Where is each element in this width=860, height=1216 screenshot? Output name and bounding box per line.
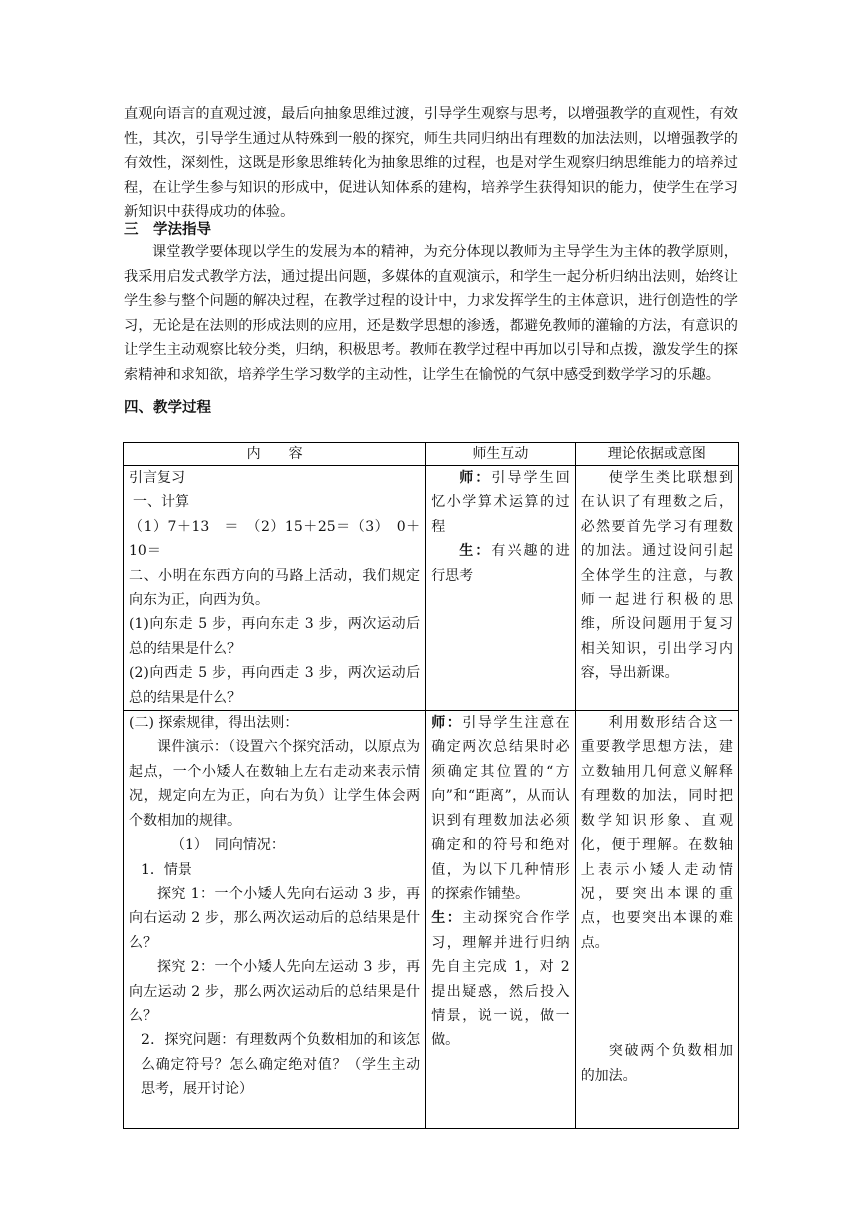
student-label: 生： (431, 910, 463, 927)
explore-rationale-2: 突破两个负数相加的加法。 (580, 1043, 733, 1084)
review-title: 引言复习 (129, 470, 185, 486)
header-rationale: 理论依据或意图 (575, 443, 738, 466)
explore-rationale-1: 利用数形结合这一重要教学思想方法，建立数轴用几何意义解释有理数的加法，同时把数学知识形象、直观化，便于理解。在数轴上表示小矮人走动情况，要突出本课的重点，也要突出本课的难点。 (580, 715, 733, 951)
teacher-label: 师： (459, 470, 492, 486)
same-direction-heading: （1） 同向情况： (171, 837, 285, 854)
review-interaction-cell (426, 466, 576, 711)
courseware-demo: 课件演示：（设置六个探究活动，以原点为起点，一个小矮人在数轴上左右走动来表示情况，规定向左为正，向右为负）让学生体会两个数相加的规律。 (129, 739, 421, 829)
explore-title: (二) 探索规律，得出法则： (129, 715, 299, 732)
header-content: 内 容 (124, 443, 426, 466)
walk-question-1: (1)向东走 5 步，再向东走 3 步，两次运动后总的结果是什么？ (129, 616, 421, 657)
inquiry-question: 2．探究问题：有理数两个负数相加的和该怎么确定符号？怎么确定绝对值？（学生主动思考，展开讨论） (141, 1032, 421, 1098)
study-method-paragraph: 课堂教学要体现以学生的发展为本的精神，为充分体现以教师为主导学生为主体的教学原则，我采用启发式教学方法，通过提出问题，多媒体的直观演示，和学生一起分析归纳出法则，始终让学生参与整个问题的解决过程，在教学过程的设计中，力求发挥学生的主体意识，进行创造性的学习，无论是在法则的形成法则的应用，还是数学思想的渗透，都避免教师的灌输的方法，有意识的让学生主动观察比较分类，归纳，积极思考。教师在教学过程中再加以引导和点拨，激发学生的探索精神和求知欲，培养学生学习数学的主动性，让学生在愉悦的气氛中感受到数学学习的乐趣。 (124, 244, 738, 383)
student-text: 有兴趣的进行思考 (431, 543, 570, 584)
explore-rationale-cell (575, 711, 738, 1129)
review-content-cell (124, 466, 426, 711)
teacher-text: 引导学生注意在确定两次总结果时必须确定其位置的“方向”和“距离”，从而认识到有理数加法必须确定和的符号和绝对值，为以下几种情形的探索作铺垫。 (431, 715, 570, 902)
explore-interaction-cell (426, 711, 576, 1129)
inquiry-2: 探究 2：一个小矮人先向左运动 3 步，再向左运动 2 步，那么两次运动后的总结果是什么？ (129, 959, 421, 1024)
student-label: 生： (459, 543, 492, 560)
walk-problem: 二、小明在东西方向的马路上活动，我们规定向东为正，向西为负。 (129, 567, 421, 609)
section-heading-study-method: 三 学法指导 (124, 222, 211, 238)
review-rationale: 使学生类比联想到在认识了有理数之后，必然要首先学习有理数的加法。通过设问引起全体学生的注意，与教师一起进行积极的思维，所设问题用于复习相关知识，引出学习内容，导出新课。 (580, 470, 733, 682)
teaching-process-table (123, 442, 739, 1129)
review-rationale-cell (575, 466, 738, 711)
header-interaction: 师生互动 (426, 443, 576, 466)
student-text: 主动探究合作学习，理解并进行归纳先自主完成 1，对 2 提出疑惑，然后投入情景，说一说，做一做。 (431, 910, 570, 1049)
intro-paragraph: 直观向语言的直观过渡，最后向抽象思维过渡，引导学生观察与思考，以增强教学的直观性，有效性，其次，引导学生通过从特殊到一般的探究，师生共同归纳出有理数的加法法则，以增强教学的有效性，深刻性，这既是形象思维转化为抽象思维的过程，也是对学生观察归纳思维能力的培养过程，在让学生参与知识的形成中，促进认知体系的建构，培养学生获得知识的能力，使学生在学习新知识中获得成功的体验。 (124, 106, 738, 221)
teacher-text: 引导学生回忆小学算术运算的过程 (431, 470, 570, 535)
calc-items: （1）7＋13 ＝ （2）15＋25＝（3） 0＋10＝ (129, 518, 421, 560)
inquiry-1: 探究 1：一个小矮人先向右运动 3 步，再向右运动 2 步，那么两次运动后的总结果是什么？ (129, 885, 421, 951)
calc-heading: 一、计算 (133, 494, 189, 511)
table-row-review (124, 466, 739, 711)
section-heading-teaching-process: 四、教学过程 (124, 400, 211, 416)
explore-content-cell (124, 711, 426, 1129)
spacer (581, 955, 733, 1039)
teacher-label: 师： (431, 715, 463, 732)
table-row-explore (124, 711, 739, 1129)
walk-question-2: (2)向西走 5 步，再向西走 3 步，两次运动后总的结果是什么？ (129, 665, 421, 706)
table-header-row (124, 443, 739, 466)
scenario-heading: 1．情景 (141, 861, 192, 878)
